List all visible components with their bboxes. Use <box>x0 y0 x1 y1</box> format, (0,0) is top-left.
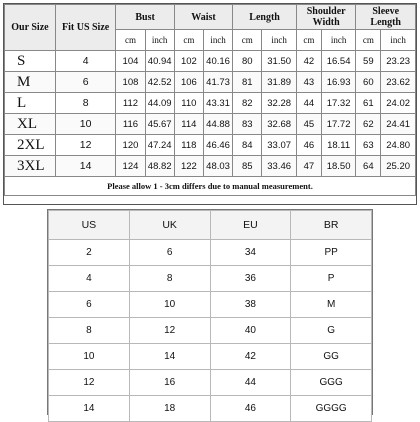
shoulder-cm-cell: 47 <box>296 156 321 177</box>
conversion-chart-body <box>49 240 372 422</box>
shoulder-inch-cell: 17.32 <box>321 93 356 114</box>
waist-cm-cell: 106 <box>174 72 203 93</box>
size-cell: 2XL <box>5 135 56 156</box>
size-cell: S <box>5 51 56 72</box>
conversion-chart <box>47 209 373 415</box>
conversion-chart-table <box>48 210 372 422</box>
fit-us-cell: 14 <box>55 156 116 177</box>
header-bust: Bust <box>116 5 174 30</box>
bust-cm-cell: 120 <box>116 135 145 156</box>
us-cell: 6 <box>49 292 130 318</box>
waist-inch-cell: 41.73 <box>203 72 232 93</box>
header-waist: Waist <box>174 5 232 30</box>
eu-cell: 40 <box>210 318 291 344</box>
uk-cell: 16 <box>129 370 210 396</box>
uk-cell: 14 <box>129 344 210 370</box>
unit-cm: cm <box>356 30 381 51</box>
unit-inch: inch <box>262 30 297 51</box>
eu-cell: 44 <box>210 370 291 396</box>
br-cell: PP <box>291 240 372 266</box>
header-eu: EU <box>210 211 291 240</box>
size-chart-table <box>4 4 416 196</box>
table-row <box>5 93 416 114</box>
bust-inch-cell: 42.52 <box>145 72 174 93</box>
uk-cell: 10 <box>129 292 210 318</box>
shoulder-cm-cell: 46 <box>296 135 321 156</box>
size-chart <box>3 3 417 205</box>
waist-inch-cell: 44.88 <box>203 114 232 135</box>
table-row <box>5 51 416 72</box>
bust-inch-cell: 45.67 <box>145 114 174 135</box>
header-our-size: Our Size <box>5 5 56 51</box>
uk-cell: 12 <box>129 318 210 344</box>
us-cell: 14 <box>49 396 130 422</box>
fit-us-cell: 6 <box>55 72 116 93</box>
br-cell: M <box>291 292 372 318</box>
waist-cm-cell: 110 <box>174 93 203 114</box>
length-cm-cell: 84 <box>233 135 262 156</box>
sleeve-inch-cell: 24.80 <box>381 135 416 156</box>
bust-cm-cell: 104 <box>116 51 145 72</box>
header-us: US <box>49 211 130 240</box>
unit-inch: inch <box>321 30 356 51</box>
us-cell: 2 <box>49 240 130 266</box>
eu-cell: 36 <box>210 266 291 292</box>
shoulder-inch-cell: 16.54 <box>321 51 356 72</box>
shoulder-inch-cell: 16.93 <box>321 72 356 93</box>
sleeve-cm-cell: 61 <box>356 93 381 114</box>
waist-inch-cell: 48.03 <box>203 156 232 177</box>
table-row <box>49 318 372 344</box>
header-br: BR <box>291 211 372 240</box>
length-inch-cell: 33.46 <box>262 156 297 177</box>
bust-cm-cell: 124 <box>116 156 145 177</box>
bust-inch-cell: 44.09 <box>145 93 174 114</box>
fit-us-cell: 4 <box>55 51 116 72</box>
shoulder-cm-cell: 44 <box>296 93 321 114</box>
waist-cm-cell: 118 <box>174 135 203 156</box>
sleeve-inch-cell: 25.20 <box>381 156 416 177</box>
fit-us-cell: 8 <box>55 93 116 114</box>
length-cm-cell: 80 <box>233 51 262 72</box>
sleeve-inch-cell: 24.02 <box>381 93 416 114</box>
table-row <box>49 370 372 396</box>
us-cell: 8 <box>49 318 130 344</box>
uk-cell: 6 <box>129 240 210 266</box>
unit-inch: inch <box>381 30 416 51</box>
sleeve-cm-cell: 64 <box>356 156 381 177</box>
shoulder-inch-cell: 17.72 <box>321 114 356 135</box>
br-cell: GGG <box>291 370 372 396</box>
header-shoulder-width: Shoulder Width <box>296 5 355 30</box>
bust-cm-cell: 112 <box>116 93 145 114</box>
eu-cell: 38 <box>210 292 291 318</box>
br-cell: GG <box>291 344 372 370</box>
header-sleeve-length: Sleeve Length <box>356 5 416 30</box>
uk-cell: 18 <box>129 396 210 422</box>
length-cm-cell: 81 <box>233 72 262 93</box>
shoulder-inch-cell: 18.50 <box>321 156 356 177</box>
waist-cm-cell: 102 <box>174 51 203 72</box>
uk-cell: 8 <box>129 266 210 292</box>
sleeve-inch-cell: 24.41 <box>381 114 416 135</box>
table-row <box>49 240 372 266</box>
unit-inch: inch <box>145 30 174 51</box>
table-row <box>5 135 416 156</box>
waist-inch-cell: 43.31 <box>203 93 232 114</box>
us-cell: 12 <box>49 370 130 396</box>
length-inch-cell: 33.07 <box>262 135 297 156</box>
table-row <box>49 344 372 370</box>
shoulder-cm-cell: 45 <box>296 114 321 135</box>
sleeve-inch-cell: 23.23 <box>381 51 416 72</box>
bust-inch-cell: 48.82 <box>145 156 174 177</box>
size-cell: XL <box>5 114 56 135</box>
sleeve-cm-cell: 62 <box>356 114 381 135</box>
bust-cm-cell: 108 <box>116 72 145 93</box>
eu-cell: 42 <box>210 344 291 370</box>
waist-cm-cell: 114 <box>174 114 203 135</box>
size-chart-body <box>5 51 416 177</box>
br-cell: G <box>291 318 372 344</box>
header-length: Length <box>233 5 297 30</box>
us-cell: 10 <box>49 344 130 370</box>
table-row <box>5 114 416 135</box>
us-cell: 4 <box>49 266 130 292</box>
waist-cm-cell: 122 <box>174 156 203 177</box>
eu-cell: 46 <box>210 396 291 422</box>
sleeve-inch-cell: 23.62 <box>381 72 416 93</box>
measurement-note: Please allow 1 - 3cm differs due to manual measurement. <box>5 177 416 196</box>
table-row <box>49 266 372 292</box>
size-cell: M <box>5 72 56 93</box>
shoulder-cm-cell: 42 <box>296 51 321 72</box>
sleeve-cm-cell: 60 <box>356 72 381 93</box>
shoulder-inch-cell: 18.11 <box>321 135 356 156</box>
unit-cm: cm <box>174 30 203 51</box>
fit-us-cell: 10 <box>55 114 116 135</box>
length-cm-cell: 85 <box>233 156 262 177</box>
unit-cm: cm <box>116 30 145 51</box>
bust-cm-cell: 116 <box>116 114 145 135</box>
size-cell: L <box>5 93 56 114</box>
unit-cm: cm <box>233 30 262 51</box>
table-row <box>49 292 372 318</box>
bust-inch-cell: 47.24 <box>145 135 174 156</box>
sleeve-cm-cell: 59 <box>356 51 381 72</box>
table-row <box>5 156 416 177</box>
shoulder-cm-cell: 43 <box>296 72 321 93</box>
bust-inch-cell: 40.94 <box>145 51 174 72</box>
length-inch-cell: 32.28 <box>262 93 297 114</box>
length-cm-cell: 82 <box>233 93 262 114</box>
unit-inch: inch <box>203 30 232 51</box>
length-inch-cell: 31.89 <box>262 72 297 93</box>
size-cell: 3XL <box>5 156 56 177</box>
eu-cell: 34 <box>210 240 291 266</box>
br-cell: GGGG <box>291 396 372 422</box>
waist-inch-cell: 46.46 <box>203 135 232 156</box>
length-inch-cell: 31.50 <box>262 51 297 72</box>
sleeve-cm-cell: 63 <box>356 135 381 156</box>
br-cell: P <box>291 266 372 292</box>
length-inch-cell: 32.68 <box>262 114 297 135</box>
header-fit-us-size: Fit US Size <box>55 5 116 51</box>
table-row <box>49 396 372 422</box>
table-row <box>5 72 416 93</box>
waist-inch-cell: 40.16 <box>203 51 232 72</box>
header-uk: UK <box>129 211 210 240</box>
fit-us-cell: 12 <box>55 135 116 156</box>
length-cm-cell: 83 <box>233 114 262 135</box>
unit-cm: cm <box>296 30 321 51</box>
